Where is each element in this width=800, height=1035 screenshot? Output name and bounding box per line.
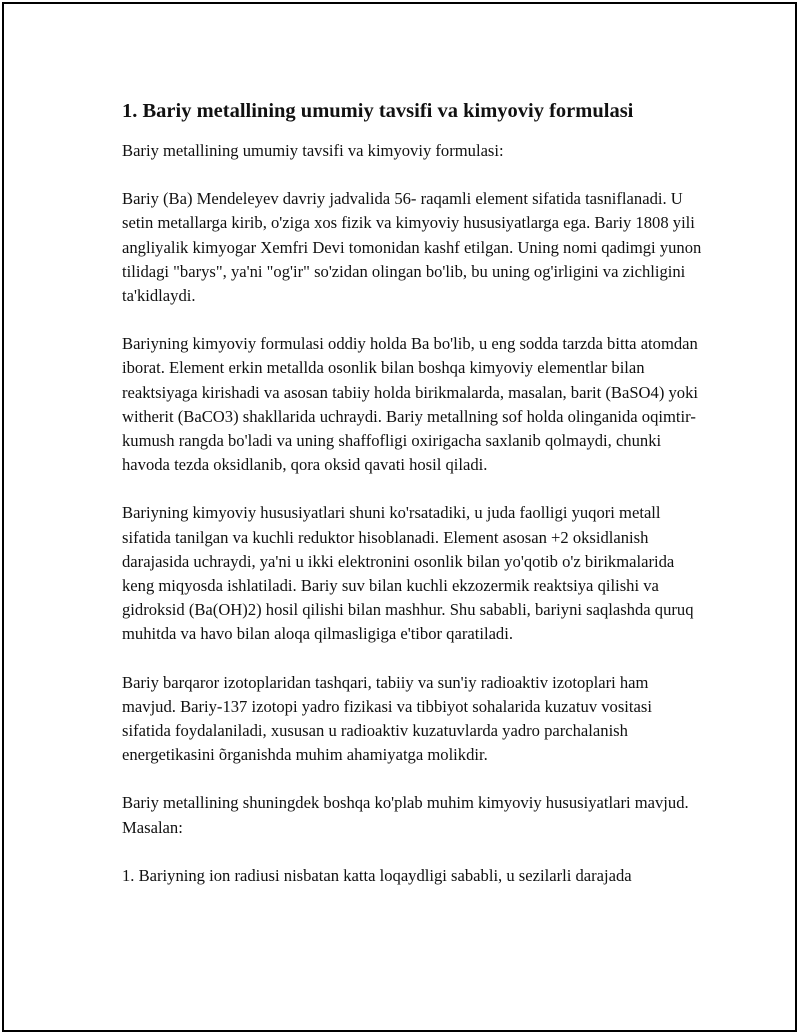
intro-paragraph: Bariy metallining umumiy tavsifi va kimyoviy formulasi: bbox=[122, 141, 504, 160]
list-item-1: 1. Bariyning ion radiusi nisbatan katta loqaydligi sababli, u sezilarli darajada bbox=[122, 865, 632, 885]
page-frame bbox=[2, 2, 797, 1032]
paragraph-formula: Bariyning kimyoviy formulasi oddiy holda Ba bo'lib, u eng sodda tarzda bitta atomdan iborat. Element erkin metallda osonlik bilan boshqa kimyoviy elementlar bilan reaktsiyaga kirishadi va asosan tabiiy holda birikmalarda, masalan, barit (BaSO4) yoki witherit (BaCO3) shakllarida uchraydi. Bariy metallning sof holda olinganida oqimtir-kumush rangda bo'ladi va uning shaffofligi oxirigacha saxlanib qolmaydi, chunki havoda tezda oksidlanib, qora oksid qavati hosil qiladi. bbox=[122, 334, 699, 475]
paragraph-isotopes: Bariy barqaror izotoplaridan tashqari, tabiiy va sun'iy radioaktiv izotoplari ham mavjud. Bariy-137 izotopi yadro fizikasi va tibbiyot sohalarida kuzatuv vositasi sifatida foydalaniladi, xususan u radioaktiv kuzatuvlarda yadro parchalanish energetikasini õrganishda muhim ahamiyatga molikdir. bbox=[122, 672, 652, 765]
paragraph-discovery: Bariy (Ba) Mendeleyev davriy jadvalida 56- raqamli element sifatida tasniflanadi. U setin metallarga kirib, o'ziga xos fizik va kimyoviy hususiyatlarga ega. Bariy 1808 yili angliyalik kimyogar Xemfri Devi tomonidan kashf etilgan. Uning nomi qadimgi yunon tilidagi "barys", ya'ni "og'ir" so'zidan olingan bo'lib, bu uning og'irligini va zichligini ta'kidlaydi. bbox=[122, 189, 702, 306]
paragraph-properties: Bariyning kimyoviy hususiyatlari shuni ko'rsatadiki, u juda faolligi yuqori metall sifatida tanilgan va kuchli reduktor hisoblanadi. Element asosan +2 oksidlanish darajasida uchraydi, ya'ni u ikki elektronini osonlik bilan yo'qotib o'z birikmalarida keng miqyosda ishlatiladi. Bariy suv bilan kuchli ekzozermik reaktsiya qilishi va gidroksid (Ba(OH)2) hosil qilishi bilan mashhur. Shu sababli, bariyni saqlashda quruq muhitda va havo bilan aloqa qilmasligiga e'tibor qaratiladi. bbox=[122, 503, 694, 644]
paragraph-other-properties: Bariy metallining shuningdek boshqa ko'plab muhim kimyoviy hususiyatlari mavjud. Masalan: bbox=[122, 793, 689, 837]
document-title: 1. Bariy metallining umumiy tavsifi va kimyoviy formulasi bbox=[122, 100, 634, 122]
document-body bbox=[122, 97, 702, 912]
